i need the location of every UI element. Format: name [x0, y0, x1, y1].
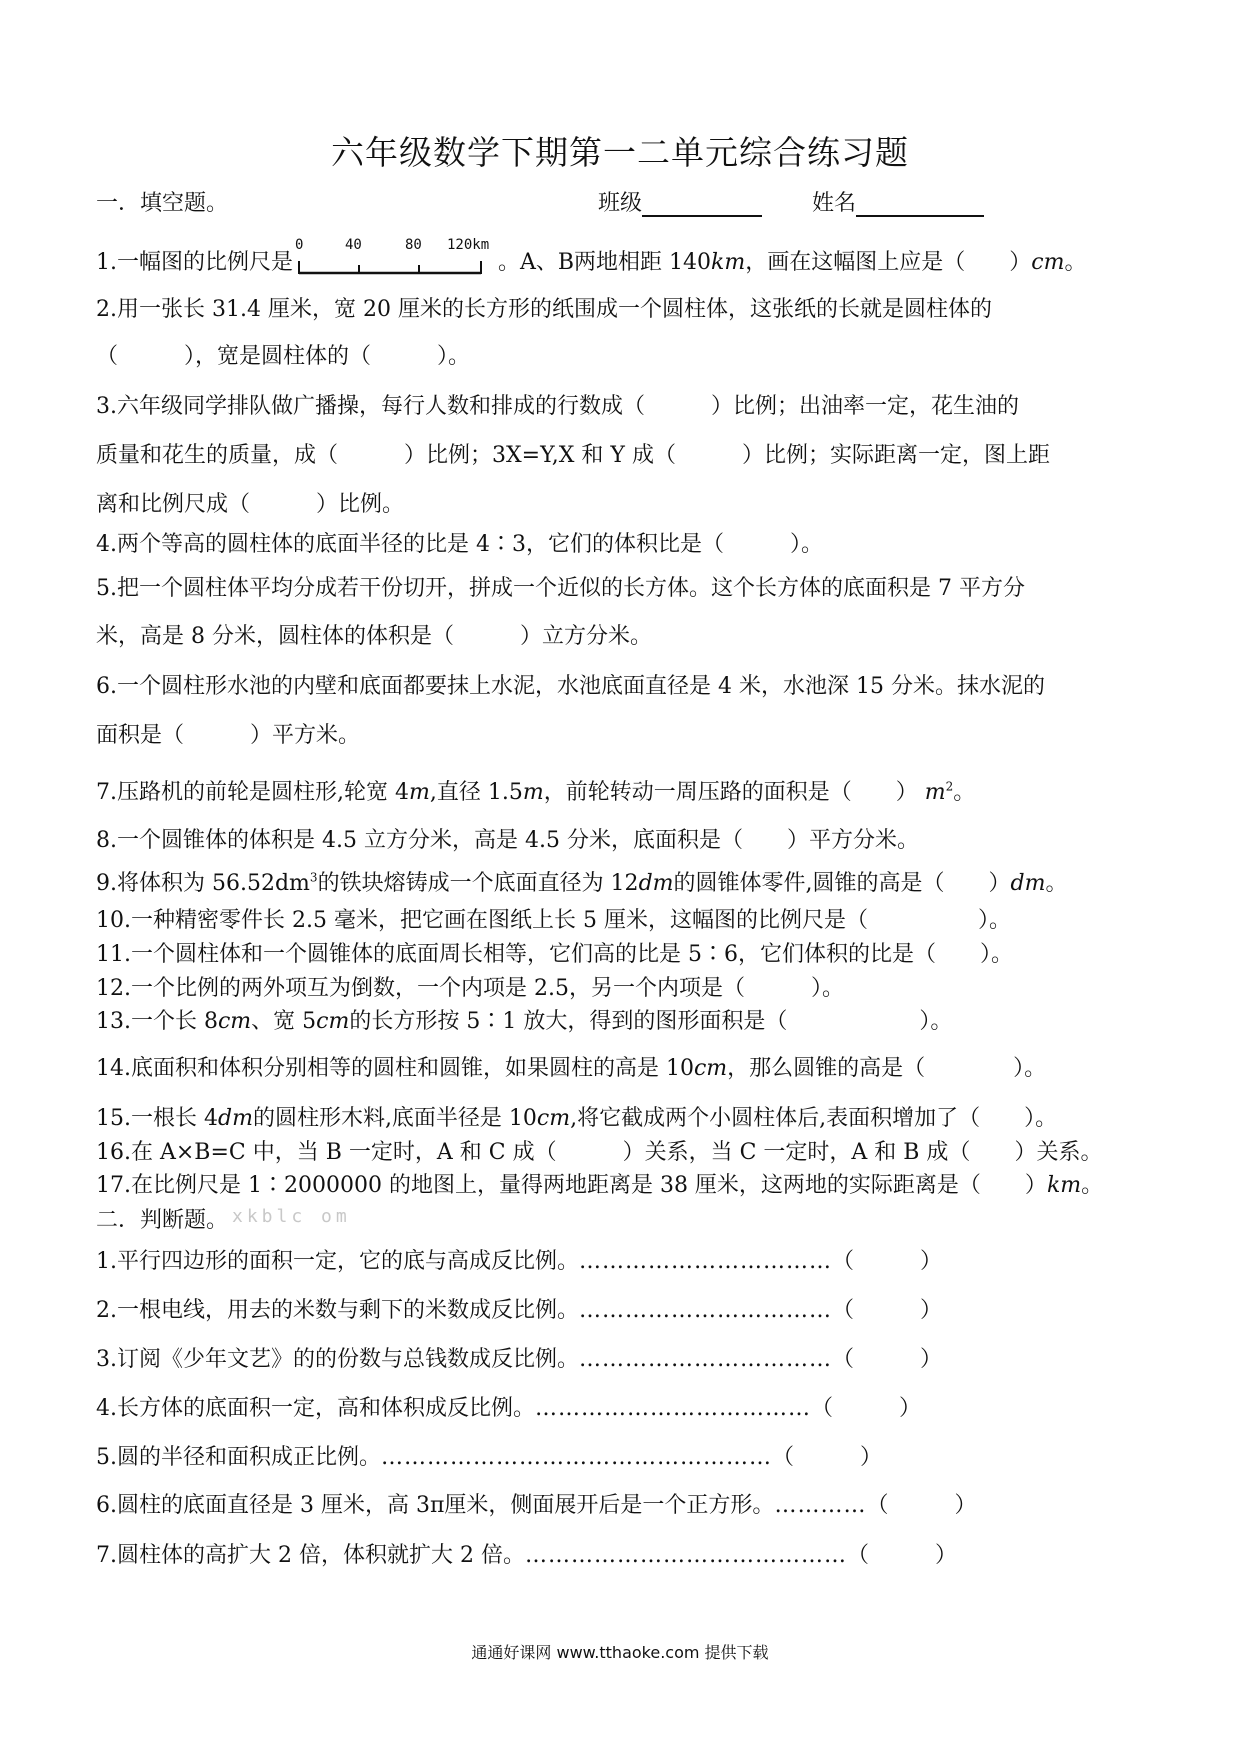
q15-text-a: 15.一根长 4	[96, 1106, 218, 1131]
unit-dm: dm	[1010, 871, 1046, 896]
scale-tick-label: 120km	[447, 237, 490, 253]
unit-m: m	[522, 780, 544, 805]
q7-text-a: 7.压路机的前轮是圆柱形,轮宽 4	[96, 780, 409, 805]
question-6-line-1: 6.一个圆柱形水池的内壁和底面都要抹上水泥，水池底面直径是 4 米，水池深 15 分米。抹水泥的	[96, 674, 1045, 699]
q9-text-c: 的圆锥体零件,圆锥的高是（ ）	[673, 871, 1011, 896]
judge-text: 3.订阅《少年文艺》的的份数与总钱数成反比例。	[96, 1347, 579, 1372]
judge-text: 6.圆柱的底面直径是 3 厘米，高 3π厘米，侧面展开后是一个正方形。	[96, 1493, 775, 1518]
judge-text: 4.长方体的底面积一定，高和体积成反比例。	[96, 1396, 535, 1421]
answer-paren: （ ）	[832, 1347, 943, 1372]
section-fill-heading: 一．填空题。	[96, 191, 229, 216]
judge-item-3	[96, 1342, 942, 1373]
name-label: 姓名	[812, 191, 857, 216]
judge-item-4	[96, 1391, 921, 1422]
leader-dots: ……………………………	[579, 1298, 832, 1323]
q1-text-b: 。A、B两地相距 140	[498, 250, 712, 275]
unit-km: km	[711, 250, 746, 275]
leader-dots: ……………………………	[579, 1249, 832, 1274]
scale-bar-lines	[293, 243, 498, 277]
q9-text-d: 。	[1045, 871, 1068, 896]
q1-text-d: 。	[1064, 250, 1087, 275]
answer-paren: （ ）	[811, 1396, 922, 1421]
question-4: 4.两个等高的圆柱体的底面半径的比是 4∶3，它们的体积比是（ ）。	[96, 532, 823, 557]
question-1	[96, 237, 1087, 277]
answer-paren: （ ）	[866, 1493, 977, 1518]
q13-text-a: 13.一个长 8	[96, 1009, 218, 1034]
q7-text-c: ，前轮转动一周压路的面积是（ ）	[543, 780, 925, 805]
q15-text-b: 的圆柱形木料,底面半径是 10	[252, 1106, 537, 1131]
question-10: 10.一种精密零件长 2.5 毫米，把它画在图纸上长 5 厘米，这幅图的比例尺是（ ）。	[96, 908, 1011, 933]
leader-dots: ……………………………………………	[381, 1445, 772, 1470]
q7-text-b: ,直径 1.5	[429, 780, 523, 805]
question-14	[96, 1051, 1046, 1082]
question-3-line-3: 离和比例尺成（ ）比例。	[96, 492, 405, 517]
unit-cm: cm	[536, 1106, 571, 1131]
superscript: 3	[309, 870, 318, 885]
question-8: 8.一个圆锥体的体积是 4.5 立方分米，高是 4.5 分米，底面积是（ ）平方分米。	[96, 828, 919, 853]
unit-km: km	[1046, 1173, 1082, 1198]
scale-tick-label: 0	[295, 237, 304, 253]
class-field	[598, 186, 762, 217]
q17-text-b: 。	[1081, 1173, 1104, 1198]
question-2-line-2: （ ），宽是圆柱体的（ ）。	[96, 344, 471, 369]
q14-text-b: ，那么圆锥的高是（ ）。	[727, 1056, 1047, 1081]
q14-text-a: 14.底面积和体积分别相等的圆柱和圆锥，如果圆柱的高是 10	[96, 1056, 694, 1081]
class-label: 班级	[598, 191, 643, 216]
leader-dots: …………	[774, 1493, 867, 1518]
watermark: xkblc om	[232, 1206, 351, 1227]
judge-text: 1.平行四边形的面积一定，它的底与高成反比例。	[96, 1249, 579, 1274]
question-13	[96, 1004, 952, 1035]
judge-item-1	[96, 1244, 942, 1275]
q7-text-d: 。	[953, 780, 976, 805]
section-judge-heading: 二．判断题。	[96, 1208, 229, 1233]
judge-item-2	[96, 1293, 942, 1324]
unit-cm: cm	[316, 1009, 350, 1034]
judge-item-6	[96, 1488, 976, 1519]
question-2-line-1: 2.用一张长 31.4 厘米，宽 20 厘米的长方形的纸围成一个圆柱体，这张纸的长就是圆柱体的	[96, 297, 992, 322]
unit-dm: dm	[638, 871, 674, 896]
scale-tick-label: 40	[345, 237, 362, 253]
q9-text-b: 的铁块熔铸成一个底面直径为 12	[317, 871, 639, 896]
question-3-line-1: 3.六年级同学排队做广播操，每行人数和排成的行数成（ ）比例；出油率一定，花生油的	[96, 394, 1019, 419]
question-3-line-2: 质量和花生的质量，成（ ）比例；3X=Y,X 和 Y 成（ ）比例；实际距离一定，图上距	[96, 443, 1050, 468]
leader-dots: ……………………………………	[524, 1543, 847, 1568]
name-field	[812, 186, 984, 217]
q13-text-b: 、宽 5	[251, 1009, 317, 1034]
judge-text: 2.一根电线，用去的米数与剩下的米数成反比例。	[96, 1298, 579, 1323]
name-blank	[856, 193, 984, 217]
scale-tick-label: 80	[405, 237, 422, 253]
answer-paren: （ ）	[846, 1543, 957, 1568]
unit-m: m	[408, 780, 430, 805]
q17-text-a: 17.在比例尺是 1∶2000000 的地图上，量得两地距离是 38 厘米，这两地的实际距离是（ ）	[96, 1173, 1047, 1198]
scale-bar	[293, 237, 498, 277]
question-17	[96, 1168, 1103, 1199]
q1-text-a: 1.一幅图的比例尺是	[96, 250, 293, 275]
leader-dots: ……………………………	[579, 1347, 832, 1372]
unit-cm: cm	[217, 1009, 252, 1034]
unit-m: m	[924, 780, 946, 805]
question-16: 16.在 A×B=C 中，当 B 一定时，A 和 C 成（ ）关系，当 C 一定时，A 和 B 成（ ）关系。	[96, 1140, 1103, 1165]
judge-text: 5.圆的半径和面积成正比例。	[96, 1445, 381, 1470]
answer-paren: （ ）	[832, 1298, 943, 1323]
question-7	[96, 775, 975, 806]
footer-credit: 通通好课网 www.tthaoke.com 提供下载	[471, 1643, 769, 1662]
unit-dm: dm	[217, 1106, 253, 1131]
question-6-line-2: 面积是（ ）平方米。	[96, 723, 361, 748]
answer-paren: （ ）	[832, 1249, 943, 1274]
q13-text-c: 的长方形按 5∶1 放大，得到的图形面积是（ ）。	[349, 1009, 953, 1034]
question-9	[96, 866, 1067, 897]
question-15	[96, 1101, 1057, 1132]
q15-text-c: ,将它截成两个小圆柱体后,表面积增加了（ ）。	[570, 1106, 1058, 1131]
leader-dots: ………………………………	[535, 1396, 811, 1421]
question-12: 12.一个比例的两外项互为倒数，一个内项是 2.5，另一个内项是（ ）。	[96, 976, 844, 1001]
unit-cm: cm	[693, 1056, 728, 1081]
q1-text-c: ，画在这幅图上应是（ ）	[745, 250, 1032, 275]
question-11: 11.一个圆柱体和一个圆锥体的底面周长相等，它们高的比是 5∶6，它们体积的比是（ ）。	[96, 942, 1013, 967]
superscript: 2	[945, 779, 954, 794]
judge-item-7	[96, 1538, 957, 1569]
unit-cm: cm	[1031, 250, 1065, 275]
page-title: 六年级数学下期第一二单元综合练习题	[331, 133, 909, 172]
q9-text-a: 9.将体积为 56.52dm	[96, 871, 310, 896]
class-blank	[642, 193, 762, 217]
judge-item-5	[96, 1440, 882, 1471]
judge-text: 7.圆柱体的高扩大 2 倍，体积就扩大 2 倍。	[96, 1543, 525, 1568]
question-5-line-1: 5.把一个圆柱体平均分成若干份切开，拼成一个近似的长方体。这个长方体的底面积是 7 平方分	[96, 576, 1025, 601]
question-5-line-2: 米，高是 8 分米，圆柱体的体积是（ ）立方分米。	[96, 624, 652, 649]
answer-paren: （ ）	[772, 1445, 883, 1470]
